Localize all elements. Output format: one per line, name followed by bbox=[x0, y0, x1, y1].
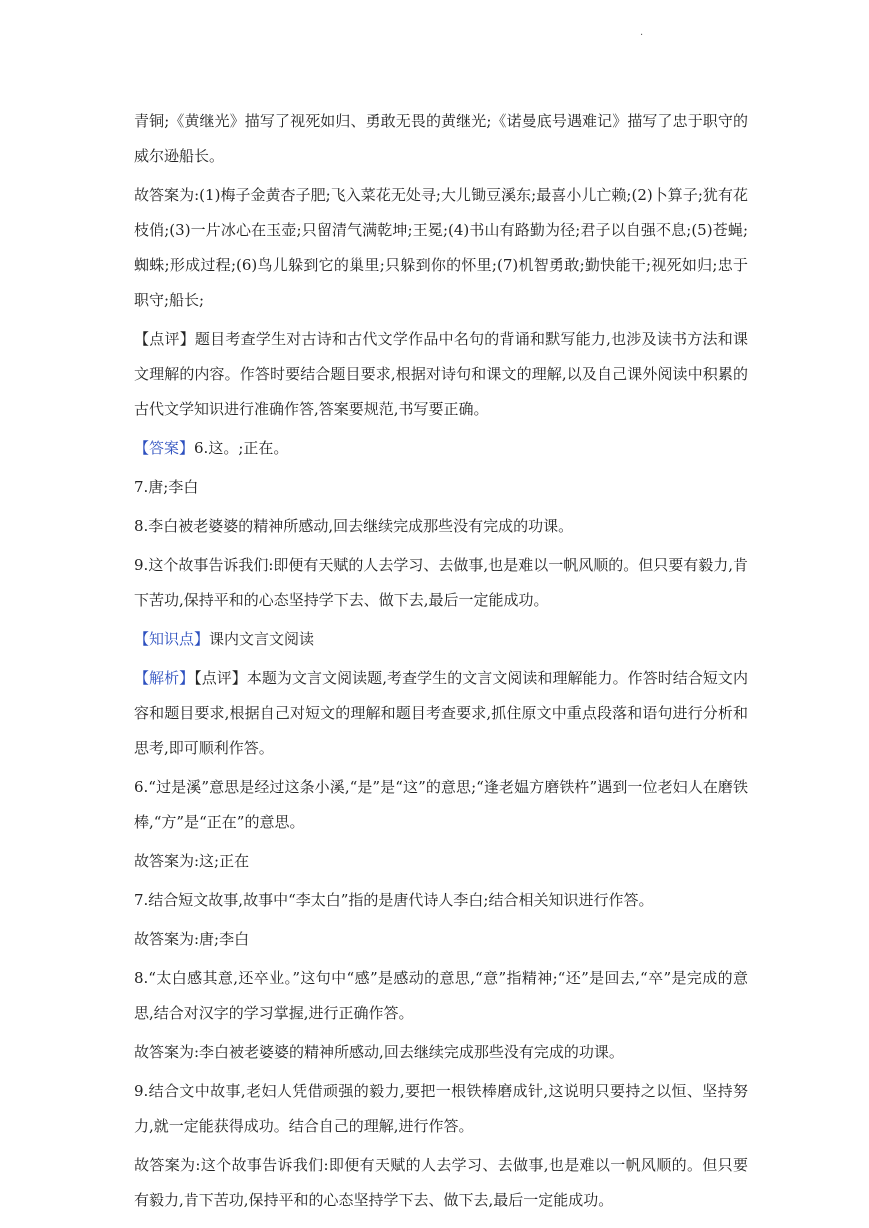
paragraph-text: 故答案为:这个故事告诉我们:即便有天赋的人去学习、去做事,也是难以一帆风顺的。但只要有毅力,肯下苦功,保持平和的心态坚持学下去、做下去,最后一定能成功。 bbox=[134, 1156, 748, 1209]
paragraph bbox=[134, 178, 748, 318]
document-body bbox=[134, 104, 748, 1222]
paragraph-text: 7.结合短文故事,故事中“李太白”指的是唐代诗人李白;结合相关知识进行作答。 bbox=[134, 891, 654, 909]
analysis-tag: 【解析】 bbox=[134, 669, 195, 687]
paragraph bbox=[134, 961, 748, 1031]
paragraph bbox=[134, 661, 748, 766]
paragraph bbox=[134, 770, 748, 840]
top-mark: · bbox=[640, 30, 644, 41]
paragraph-text: 故答案为:唐;李白 bbox=[134, 930, 250, 948]
paragraph-text: 8.李白被老婆婆的精神所感动,回去继续完成那些没有完成的功课。 bbox=[134, 517, 574, 535]
paragraph bbox=[134, 104, 748, 174]
paragraph bbox=[134, 1074, 748, 1144]
comment-tag: 【点评】 bbox=[134, 330, 195, 348]
paragraph-text: 6.“过是溪”意思是经过这条小溪,“是”是“这”的意思;“逢老媪方磨铁杵”遇到一位老妇人在磨铁棒,“方”是“正在”的意思。 bbox=[134, 778, 748, 831]
knowledge-point-tag: 【知识点】 bbox=[134, 630, 210, 648]
paragraph-text: 8.“太白感其意,还卒业。”这句中“感”是感动的意思,“意”指精神;“还”是回去,“卒”是完成的意思,结合对汉字的学习掌握,进行正确作答。 bbox=[134, 969, 748, 1022]
paragraph bbox=[134, 470, 748, 505]
paragraph bbox=[134, 844, 748, 879]
paragraph bbox=[134, 548, 748, 618]
answer-tag: 【答案】 bbox=[134, 439, 195, 457]
paragraph-text: 本题为文言文阅读题,考查学生的文言文阅读和理解能力。作答时结合短文内容和题目要求,根据自己对短文的理解和题目考查要求,抓住原文中重点段落和语句进行分析和思考,即可顺利作答。 bbox=[134, 669, 748, 757]
paragraph-text: 课内文言文阅读 bbox=[209, 630, 315, 648]
paragraph-text: 故答案为:(1)梅子金黄杏子肥;飞入菜花无处寻;大儿锄豆溪东;最喜小儿亡赖;(2)卜算子;犹有花枝俏;(3)一片冰心在玉壶;只留清气满乾坤;王冕;(4)书山有路勤为径;君子以自强不息;(5)苍蝇;蜘蛛;形成过程;(6)鸟儿躲到它的巢里;只躲到你的怀里;(7)机智勇敢;勤快能干;视死如归;忠于职守;船长; bbox=[134, 186, 748, 309]
paragraph-text: 7.唐;李白 bbox=[134, 478, 199, 496]
paragraph-text: 青铜;《黄继光》描写了视死如归、勇敢无畏的黄继光;《诺曼底号遇难记》描写了忠于职守的威尔逊船长。 bbox=[134, 112, 748, 165]
paragraph-text: 题目考查学生对古诗和古代文学作品中名句的背诵和默写能力,也涉及读书方法和课文理解的内容。作答时要结合题目要求,根据对诗句和课文的理解,以及自己课外阅读中积累的古代文学知识进行准确作答,答案要规范,书写要正确。 bbox=[134, 330, 748, 418]
paragraph bbox=[134, 1035, 748, 1070]
paragraph-text: 6.这。;正在。 bbox=[194, 439, 289, 457]
paragraph bbox=[134, 922, 748, 957]
comment-tag: 【点评】 bbox=[194, 669, 247, 687]
paragraph-text: 故答案为:这;正在 bbox=[134, 852, 250, 870]
paragraph bbox=[134, 883, 748, 918]
paragraph bbox=[134, 622, 748, 657]
paragraph bbox=[134, 509, 748, 544]
paragraph-text: 9.结合文中故事,老妇人凭借顽强的毅力,要把一根铁棒磨成针,这说明只要持之以恒、坚持努力,就一定能获得成功。结合自己的理解,进行作答。 bbox=[134, 1082, 748, 1135]
paragraph bbox=[134, 322, 748, 427]
paragraph bbox=[134, 1148, 748, 1218]
paragraph bbox=[134, 431, 748, 466]
paragraph-text: 9.这个故事告诉我们:即便有天赋的人去学习、去做事,也是难以一帆风顺的。但只要有毅力,肯下苦功,保持平和的心态坚持学下去、做下去,最后一定能成功。 bbox=[134, 556, 748, 609]
paragraph-text: 故答案为:李白被老婆婆的精神所感动,回去继续完成那些没有完成的功课。 bbox=[134, 1043, 624, 1061]
